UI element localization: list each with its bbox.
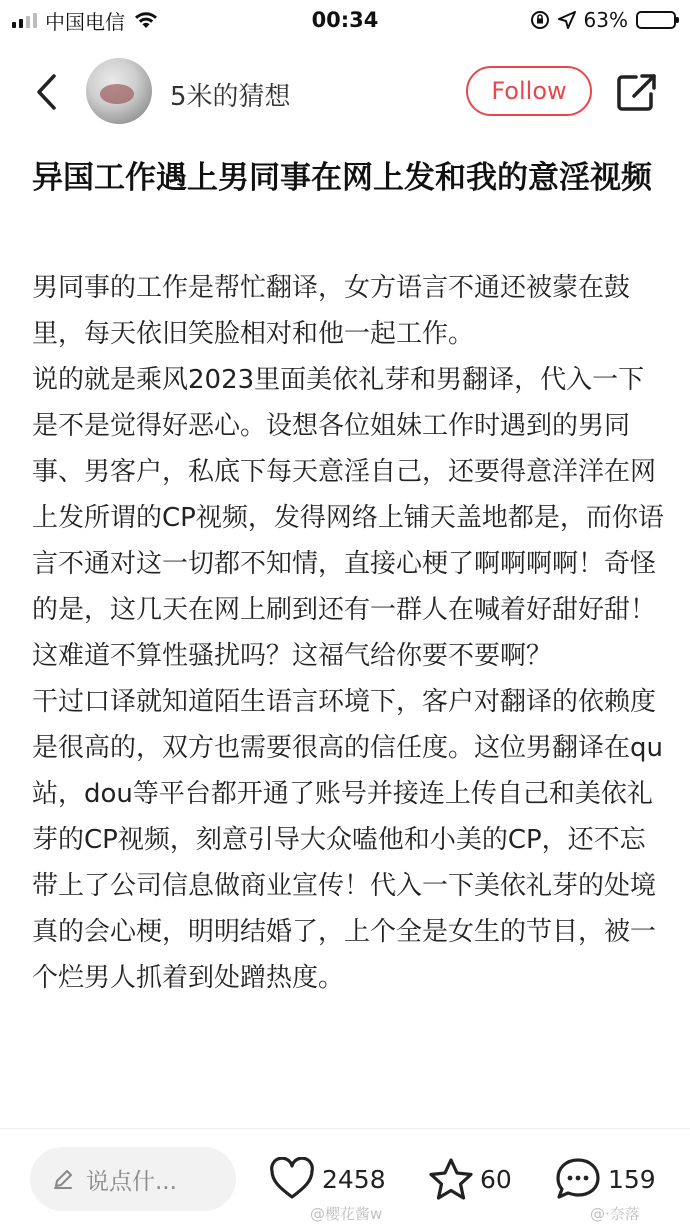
heart-icon [268, 1157, 316, 1201]
orientation-lock-icon [530, 10, 550, 30]
author-name[interactable]: 5米的猜想 [170, 82, 291, 112]
signal-icon [12, 12, 37, 28]
battery-percent: 63% [583, 8, 628, 32]
favorite-count: 60 [480, 1164, 512, 1194]
pencil-icon [52, 1168, 74, 1190]
comment-input[interactable] [30, 1147, 236, 1211]
post-header [0, 50, 690, 138]
share-icon [616, 72, 660, 112]
post-paragraph: 干过口译就知道陌生语言环境下，客户对翻译的依赖度是很高的，双方也需要很高的信任度。这位男翻译在qu站，dou等平台都开通了账号并接连上传自己和美依礼芽的CP视频，刻意引导大众嗑他和小美的CP，还不忘带上了公司信息做商业宣传！代入一下美依礼芽的处境真的会心梗，明明结婚了，上个全是女生的节目，被一个烂男人抓着到处蹭热度。 [32, 687, 663, 993]
comment-placeholder: 说点什... [86, 1168, 177, 1195]
post-body [32, 265, 664, 1001]
location-icon [558, 11, 576, 29]
share-button[interactable] [616, 72, 660, 112]
bottom-action-bar [0, 1129, 690, 1227]
like-button[interactable] [268, 1151, 386, 1207]
carrier-label: 中国电信 [45, 9, 125, 34]
chevron-left-icon [34, 73, 58, 111]
watermark: @樱花酱w [310, 1205, 383, 1223]
comment-bubble-icon [554, 1156, 602, 1202]
like-count: 2458 [322, 1164, 386, 1194]
watermark: @·奈落 [590, 1205, 640, 1223]
comments-button[interactable] [554, 1151, 656, 1207]
wifi-icon [133, 10, 159, 30]
battery-icon [636, 11, 676, 29]
avatar[interactable] [86, 58, 152, 124]
post-paragraph: 男同事的工作是帮忙翻译，女方语言不通还被蒙在鼓里，每天依旧笑脸相对和他一起工作。 [32, 273, 631, 349]
clock: 00:34 [311, 8, 379, 32]
star-icon [428, 1157, 474, 1201]
follow-button[interactable]: Follow [466, 66, 592, 116]
comment-count: 159 [608, 1164, 656, 1194]
favorite-button[interactable] [428, 1151, 512, 1207]
status-left [12, 6, 159, 35]
status-bar [0, 0, 690, 40]
post-title: 异国工作遇上男同事在网上发和我的意淫视频 [32, 160, 652, 196]
status-right [530, 8, 676, 32]
back-button[interactable] [26, 70, 66, 114]
post-paragraph: 说的就是乘风2023里面美依礼芽和男翻译，代入一下是不是觉得好恶心。设想各位姐妹工作时遇到的男同事、男客户，私底下每天意淫自己，还要得意洋洋在网上发所谓的CP视频，发得网络上铺天盖地都是，而你语言不通对这一切都不知情，直接心梗了啊啊啊啊！奇怪的是，这几天在网上刷到还有一群人在喊着好甜好甜！这难道不算性骚扰吗？这福气给你要不要啊？ [32, 365, 664, 671]
